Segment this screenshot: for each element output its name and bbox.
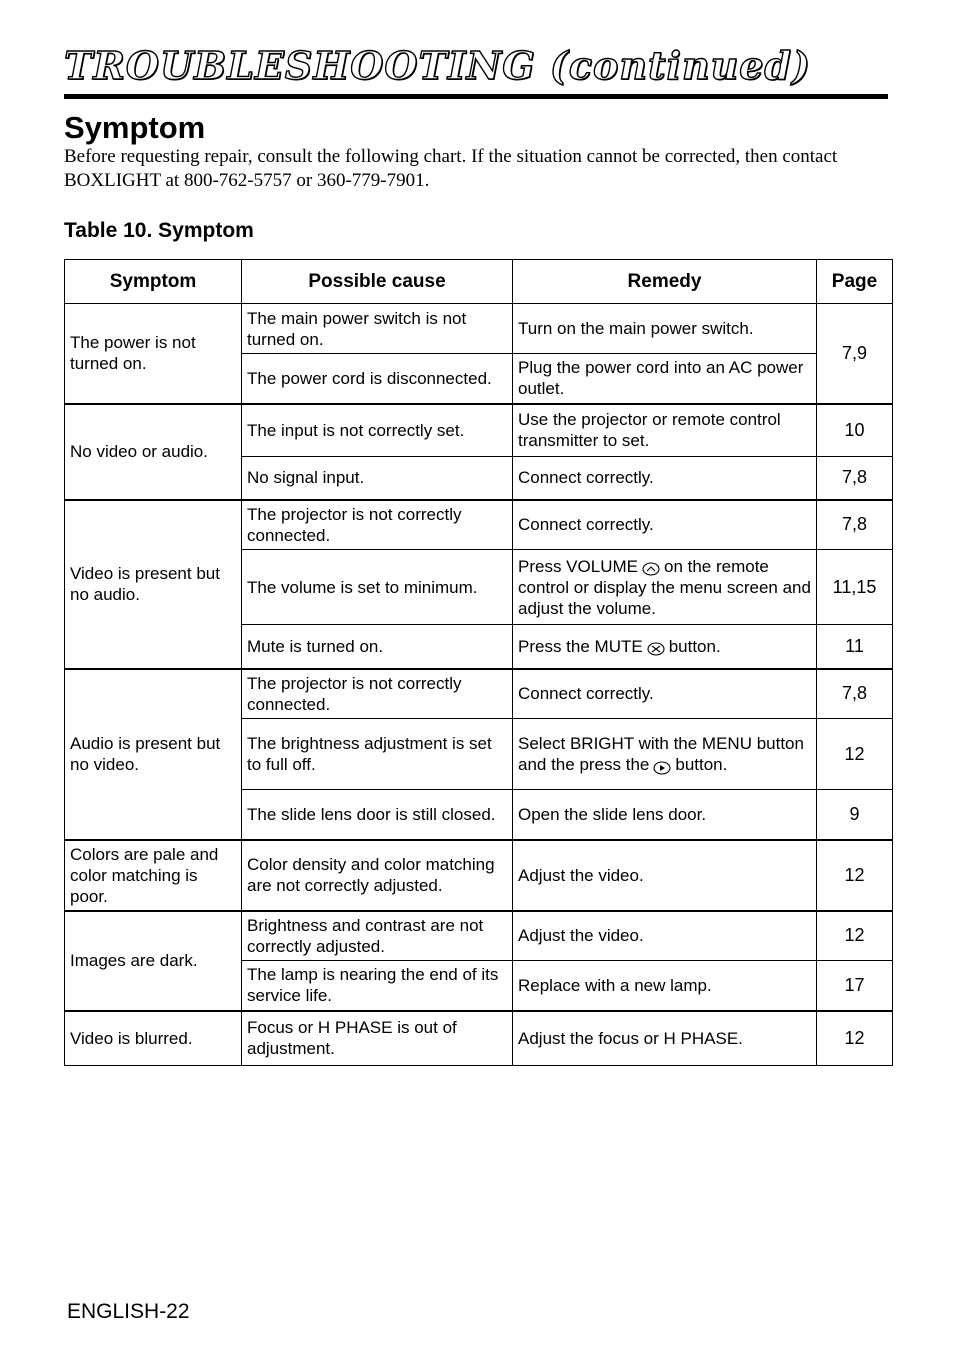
symptom-cell: The power is not turned on. — [65, 304, 242, 404]
page-title: TROUBLESHOOTING (continued) — [64, 43, 811, 88]
cause-cell: No signal input. — [242, 457, 513, 500]
remedy-cell: Turn on the main power switch. — [513, 304, 817, 354]
cause-cell: Focus or H PHASE is out of adjustment. — [242, 1011, 513, 1066]
cause-cell: The projector is not correctly connected. — [242, 669, 513, 719]
table-caption: Table 10. Symptom — [64, 219, 254, 242]
remedy-cell — [513, 550, 817, 625]
cause-cell: The slide lens door is still closed. — [242, 790, 513, 840]
cause-cell: The main power switch is not turned on. — [242, 304, 513, 354]
cause-cell: The brightness adjustment is set to full off. — [242, 719, 513, 790]
table-row — [65, 500, 893, 550]
remedy-text: button. — [675, 755, 728, 774]
header-page: Page — [817, 260, 893, 304]
symptom-cell: Video is blurred. — [65, 1011, 242, 1066]
symptom-table — [64, 259, 893, 1066]
page-cell: 12 — [817, 911, 893, 961]
remedy-cell: Connect correctly. — [513, 457, 817, 500]
remedy-text: button. — [668, 636, 721, 656]
remedy-text: on the remote control or display the menu screen and adjust the volume. — [518, 556, 811, 618]
remedy-cell — [513, 625, 817, 669]
page-cell: 11 — [817, 625, 893, 669]
title-rule — [64, 94, 888, 99]
remedy-text: Press VOLUME — [518, 556, 638, 576]
mute-icon — [647, 640, 665, 654]
remedy-text: Press the MUTE — [518, 636, 643, 656]
symptom-cell: No video or audio. — [65, 404, 242, 500]
remedy-text: Select BRIGHT with the MENU button and the press the — [518, 734, 804, 774]
table-row — [65, 840, 893, 911]
table-row — [65, 669, 893, 719]
remedy-cell: Adjust the video. — [513, 840, 817, 911]
symptom-cell: Colors are pale and color matching is poor. — [65, 840, 242, 911]
page-cell: 7,9 — [817, 304, 893, 404]
page-cell: 12 — [817, 840, 893, 911]
cause-cell: The volume is set to minimum. — [242, 550, 513, 625]
remedy-cell: Adjust the video. — [513, 911, 817, 961]
page-cell: 12 — [817, 1011, 893, 1066]
remedy-cell: Connect correctly. — [513, 500, 817, 550]
cause-cell: The lamp is nearing the end of its service life. — [242, 961, 513, 1011]
cause-cell: Mute is turned on. — [242, 625, 513, 669]
page-cell: 7,8 — [817, 457, 893, 500]
page-cell: 11,15 — [817, 550, 893, 625]
table-row — [65, 404, 893, 457]
cause-cell: Brightness and contrast are not correctly adjusted. — [242, 911, 513, 961]
header-possible-cause: Possible cause — [242, 260, 513, 304]
table-body — [65, 304, 893, 1066]
remedy-cell: Open the slide lens door. — [513, 790, 817, 840]
remedy-cell: Use the projector or remote control transmitter to set. — [513, 404, 817, 457]
symptom-cell: Images are dark. — [65, 911, 242, 1011]
cause-cell: The power cord is disconnected. — [242, 354, 513, 404]
table-row — [65, 1011, 893, 1066]
cause-cell: The projector is not correctly connected. — [242, 500, 513, 550]
page-number: ENGLISH-22 — [67, 1300, 190, 1323]
page-cell: 7,8 — [817, 669, 893, 719]
remedy-cell — [513, 719, 817, 790]
remedy-cell: Replace with a new lamp. — [513, 961, 817, 1011]
table-row — [65, 911, 893, 961]
page-cell: 9 — [817, 790, 893, 840]
cause-cell: Color density and color matching are not correctly adjusted. — [242, 840, 513, 911]
table-header-row — [65, 260, 893, 304]
page-cell: 17 — [817, 961, 893, 1011]
remedy-cell: Connect correctly. — [513, 669, 817, 719]
page-cell: 7,8 — [817, 500, 893, 550]
remedy-cell: Plug the power cord into an AC power outlet. — [513, 354, 817, 404]
page-cell: 10 — [817, 404, 893, 457]
cause-cell: The input is not correctly set. — [242, 404, 513, 457]
page-cell: 12 — [817, 719, 893, 790]
header-symptom: Symptom — [65, 260, 242, 304]
remedy-cell: Adjust the focus or H PHASE. — [513, 1011, 817, 1066]
section-heading: Symptom — [64, 110, 206, 145]
right-arrow-icon — [653, 759, 671, 773]
table-row — [65, 304, 893, 354]
intro-paragraph: Before requesting repair, consult the following chart. If the situation cannot be corrected, then contact BOXLIGHT at 800-762-5757 or 360-779-7901. — [64, 146, 838, 191]
symptom-cell: Video is present but no audio. — [65, 500, 242, 669]
volume-up-icon — [642, 560, 660, 574]
symptom-cell: Audio is present but no video. — [65, 669, 242, 840]
header-remedy: Remedy — [513, 260, 817, 304]
